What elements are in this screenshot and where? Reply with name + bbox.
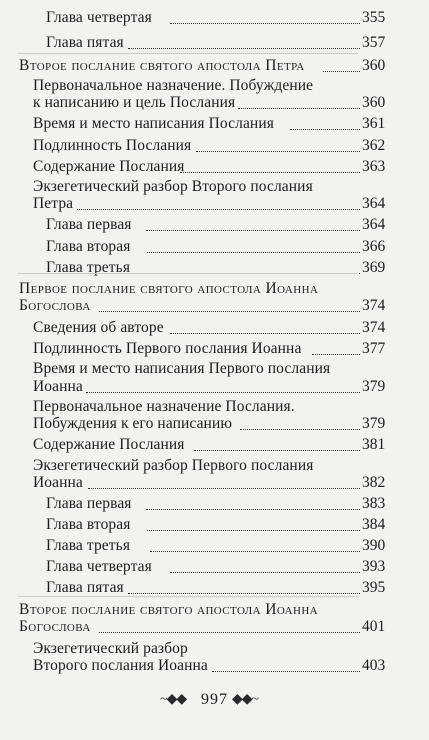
toc-entry-page: 377: [362, 340, 386, 357]
divider: [18, 53, 358, 54]
toc-entry-page: 383: [362, 495, 386, 512]
dot-leader: [170, 333, 360, 334]
toc-entry-title: Глава пятая: [46, 579, 124, 596]
toc-entry-title: Первоначальное назначение Послания.: [33, 398, 295, 415]
toc-entry-page: 379: [362, 415, 386, 432]
dot-leader: [196, 151, 360, 152]
toc-entry-title: Глава первая: [46, 216, 132, 233]
toc-entry-title: Богослова: [19, 297, 91, 314]
dot-leader: [238, 108, 360, 109]
toc-entry-title: Экзегетический разбор: [33, 640, 188, 657]
dot-leader: [88, 488, 360, 489]
toc-entry-title: Первоначальное назначение. Побуждение: [33, 77, 314, 94]
dot-leader: [147, 530, 360, 531]
dot-leader: [128, 48, 360, 49]
toc-entry-title: Глава пятая: [46, 34, 124, 51]
toc-entry-page: 384: [362, 516, 386, 533]
toc-entry-page: 381: [362, 436, 386, 453]
toc-entry-title: Глава первая: [46, 495, 132, 512]
toc-entry-title: Глава третья: [46, 537, 131, 554]
toc-entry-page: 379: [362, 378, 386, 395]
toc-entry-page: 355: [362, 9, 386, 26]
toc-entry-title: Время и место написания Первого послания: [33, 360, 331, 377]
dot-leader: [86, 392, 360, 393]
toc-entry-page: 366: [362, 238, 386, 255]
toc-entry-title: Время и место написания Послания: [33, 115, 274, 132]
toc-entry-page: 382: [362, 474, 386, 491]
toc-entry-title: Глава вторая: [46, 238, 131, 255]
page-number: 997: [201, 691, 228, 708]
toc-entry-title: Петра: [33, 195, 74, 212]
dot-leader: [170, 23, 360, 24]
toc-entry-page: 357: [362, 34, 386, 51]
toc-entry-title: Иоанна: [33, 474, 83, 491]
toc-entry-page: 393: [362, 558, 386, 575]
toc-entry-title: Первое послание святого апостола Иоанна: [19, 280, 319, 297]
toc-entry-title: Побуждения к его написанию: [33, 415, 233, 432]
dot-leader: [240, 429, 360, 430]
toc-entry-title: Глава четвертая: [46, 558, 152, 575]
toc-entry-title: Второе послание святого апостола Иоанна: [19, 601, 319, 618]
toc-entry-page: 395: [362, 579, 386, 596]
divider: [18, 596, 358, 597]
divider: [18, 273, 358, 274]
dot-leader: [99, 311, 360, 312]
toc-entry-page: 360: [362, 57, 386, 74]
toc-entry-title: к написанию и цель Послания: [33, 94, 236, 111]
dot-leader: [99, 632, 360, 633]
toc-entry-page: 361: [362, 115, 386, 132]
dot-leader: [323, 71, 360, 72]
dot-leader: [150, 551, 360, 552]
toc-entry-title: Подлинность Послания: [33, 137, 192, 154]
dot-leader: [147, 252, 360, 253]
toc-entry-page: 374: [362, 319, 386, 336]
dot-leader: [170, 572, 360, 573]
toc-entry-page: 364: [362, 195, 386, 212]
dot-leader: [194, 450, 360, 451]
dot-leader: [212, 671, 360, 672]
toc-entry-page: 364: [362, 216, 386, 233]
dot-leader: [180, 172, 360, 173]
toc-entry-page: 360: [362, 94, 386, 111]
ornament-right-icon: ◆◆~: [232, 692, 259, 707]
dot-leader: [312, 354, 360, 355]
dot-leader: [128, 593, 360, 594]
toc-entry-page: 363: [362, 158, 386, 175]
toc-entry-title: Сведения об авторе: [33, 319, 164, 336]
toc-entry-title: Иоанна: [33, 378, 83, 395]
toc-entry-page: 369: [362, 259, 386, 276]
toc-entry-page: 403: [362, 657, 386, 674]
toc-entry-title: Глава четвертая: [46, 9, 152, 26]
toc-entry-title: Глава вторая: [46, 516, 131, 533]
toc-entry-page: 374: [362, 297, 386, 314]
page-footer: [0, 689, 429, 711]
toc-entry-title: Экзегетический разбор Первого послания: [33, 457, 314, 474]
toc-entry-title: Содержание Послания: [33, 158, 185, 175]
toc-entry-title: Экзегетический разбор Второго послания: [33, 178, 313, 195]
dot-leader: [290, 129, 360, 130]
toc-entry-page: 390: [362, 537, 386, 554]
toc-entry-title: Богослова: [19, 618, 91, 635]
dot-leader: [146, 509, 360, 510]
toc-entry-title: Второго послания Иоанна: [33, 657, 208, 674]
toc-entry-title: Подлинность Первого послания Иоанна: [33, 340, 302, 357]
dot-leader: [77, 209, 360, 210]
toc-entry-title: Содержание Послания: [33, 436, 185, 453]
toc-entry-page: 362: [362, 137, 386, 154]
toc-entry-title: Второе послание святого апостола Петра: [19, 57, 305, 74]
ornament-left-icon: ~◆◆: [160, 692, 187, 707]
dot-leader: [146, 230, 360, 231]
toc-entry-title: Глава третья: [46, 259, 131, 276]
toc-entry-page: 401: [362, 618, 386, 635]
